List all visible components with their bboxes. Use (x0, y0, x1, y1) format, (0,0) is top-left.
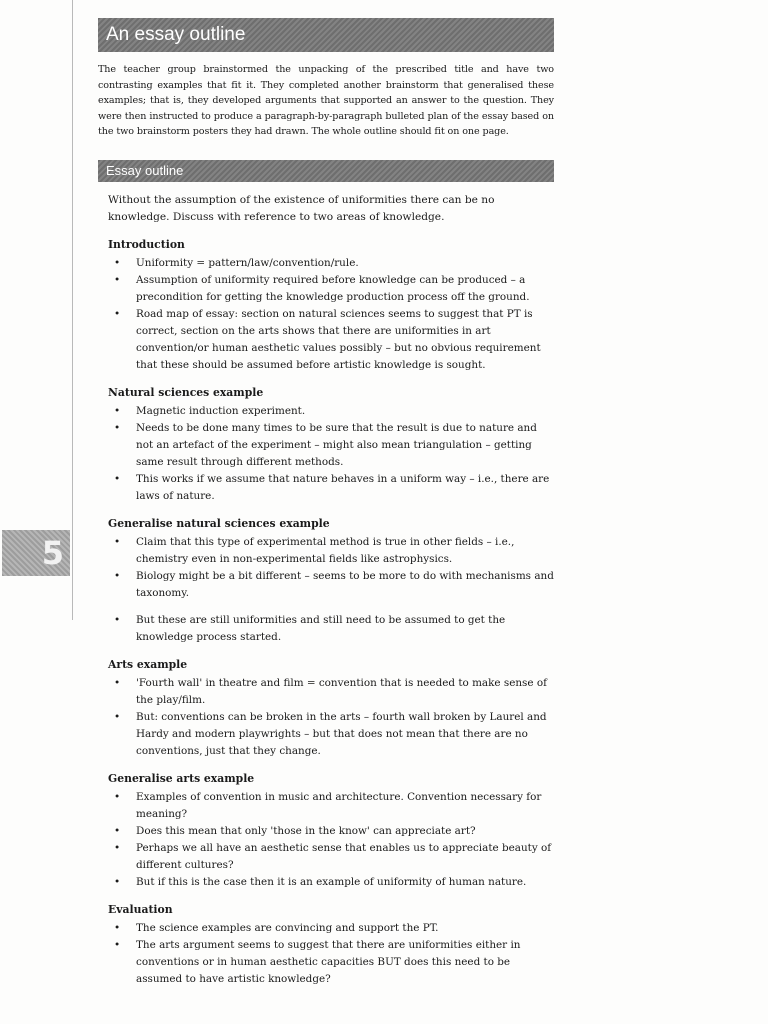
list-item: • Biology might be a bit different – seems to be more to do with mechanisms and taxonomy. (136, 568, 554, 602)
list-item: • Needs to be done many times to be sure that the result is due to nature and not an artefact of the experiment – might also mean triangulation – getting same result through different methods. (136, 420, 554, 471)
list-item: • Assumption of uniformity required before knowledge can be produced – a precondition for getting the knowledge production process off the ground. (136, 272, 554, 306)
list-item: • The arts argument seems to suggest that there are uniformities either in conventions or in human aesthetic capacities BUT does this need to be assumed to have artistic knowledge? (136, 937, 554, 988)
list-item: • Does this mean that only 'those in the know' can appreciate art? (136, 823, 554, 840)
essay-outline-banner: Essay outline (98, 160, 554, 182)
section-heading-evaluation: Evaluation (108, 902, 173, 916)
list-item: • This works if we assume that nature behaves in a uniform way – i.e., there are laws of nature. (136, 471, 554, 505)
list-item: • Examples of convention in music and architecture. Convention necessary for meaning? (136, 789, 554, 823)
chapter-tab (2, 530, 70, 576)
section-heading-arts: Arts example (108, 657, 188, 671)
list-item: • But: conventions can be broken in the arts – fourth wall broken by Laurel and Hardy and modern playwrights – but that does not mean that there are no conventions, just that they change. (136, 709, 554, 760)
list-item: • Perhaps we all have an aesthetic sense that enables us to appreciate beauty of different cultures? (136, 840, 554, 874)
list-item: • 'Fourth wall' in theatre and film = convention that is needed to make sense of the play/film. (136, 675, 554, 709)
section-heading-natural-sciences: Natural sciences example (108, 385, 264, 399)
natural-sciences-list (98, 403, 554, 505)
list-item: • Claim that this type of experimental method is true in other fields – i.e., chemistry even in non-experimental fields like astrophysics. (136, 534, 554, 568)
list-item: • But if this is the case then it is an example of uniformity of human nature. (136, 874, 554, 891)
intro-paragraph: The teacher group brainstormed the unpacking of the prescribed title and have two contrasting examples that fit it. They completed another brainstorm that generalised these examples; that is, they developed arguments that supported an answer to the question. They were then instructed to produce a paragraph-by-paragraph bulleted plan of the essay based on the two brainstorm posters they had drawn. The whole outline should fit on one page. (98, 64, 554, 138)
chapter-number: 5 (41, 534, 64, 572)
generalise-arts-list (98, 789, 554, 891)
list-item: • Uniformity = pattern/law/convention/rule. (136, 255, 554, 272)
page-title: An essay outline (98, 18, 554, 52)
generalise-natural-list (98, 534, 554, 646)
arts-list (98, 675, 554, 760)
section-heading-generalise-arts: Generalise arts example (108, 771, 255, 785)
list-item: • Road map of essay: section on natural sciences seems to suggest that PT is correct, section on the arts shows that there are uniformities in art convention/or human aesthetic values possibly – but no obvious requirement that these should be assumed before artistic knowledge is sought. (136, 306, 554, 374)
page-content (98, 18, 554, 988)
list-item: • Magnetic induction experiment. (136, 403, 554, 420)
list-item: • The science examples are convincing and support the PT. (136, 920, 554, 937)
essay-prompt: Without the assumption of the existence of uniformities there can be no knowledge. Discuss with reference to two areas of knowledge. (108, 193, 495, 223)
evaluation-list (98, 920, 554, 988)
margin-rule (72, 0, 73, 620)
section-heading-introduction: Introduction (108, 237, 185, 251)
section-heading-generalise-natural: Generalise natural sciences example (108, 516, 330, 530)
list-item: • But these are still uniformities and still need to be assumed to get the knowledge process started. (136, 612, 554, 646)
introduction-list (98, 255, 554, 374)
